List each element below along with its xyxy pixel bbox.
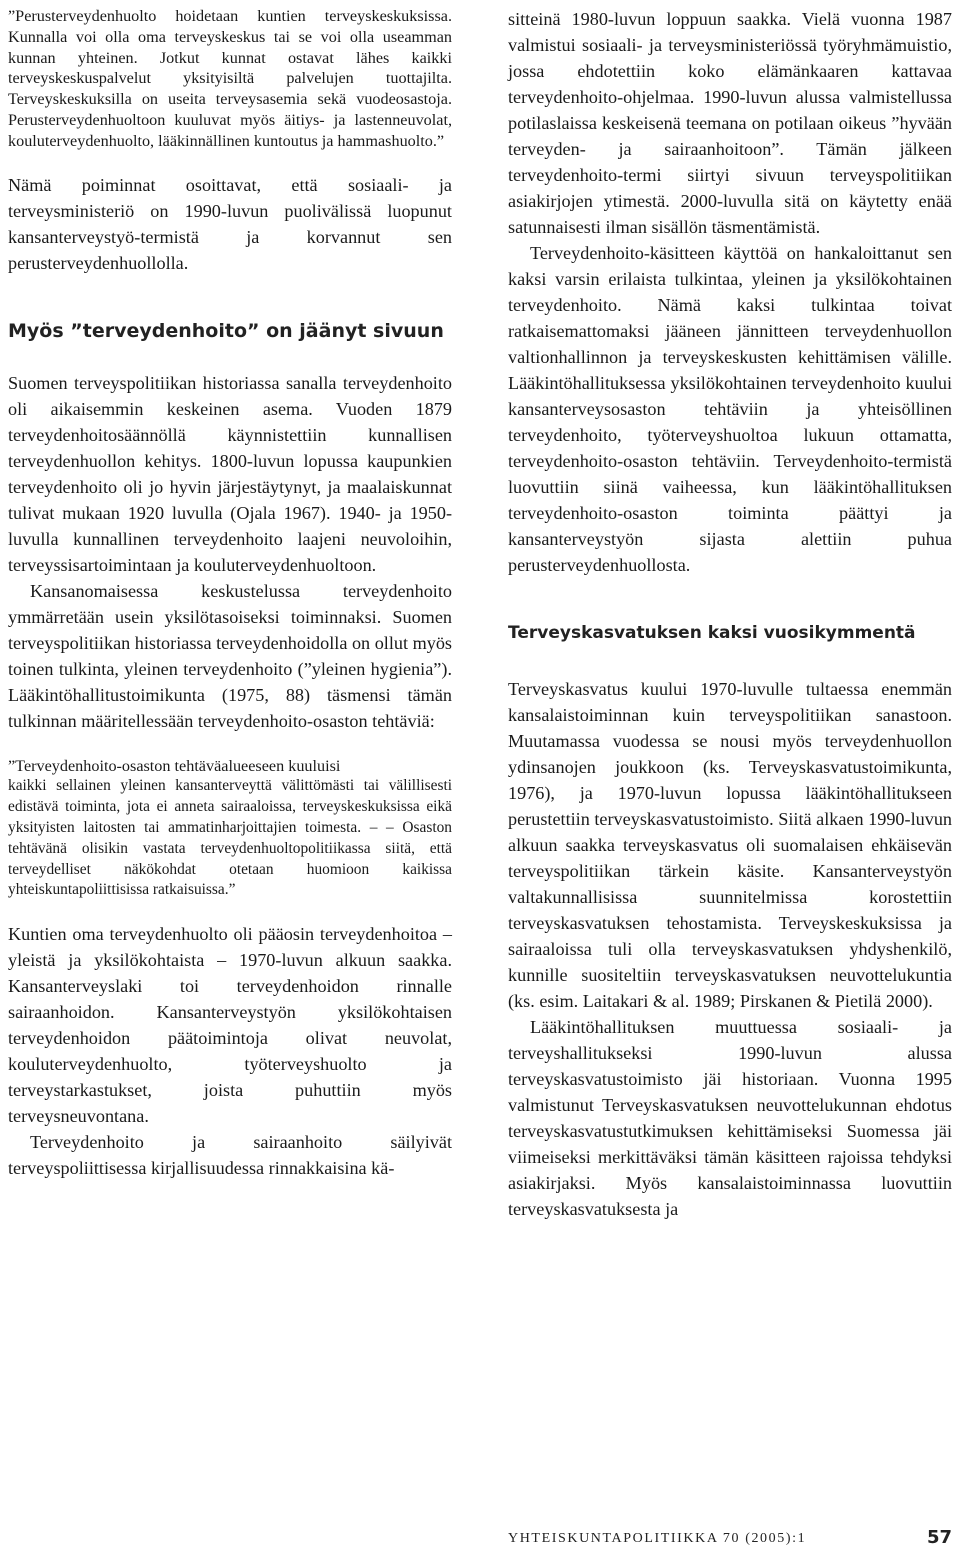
right-column — [508, 6, 952, 1222]
paragraph-two-interpretations: Terveydenhoito-käsitteen käyttöä on hankaloittanut sen kaksi varsin erilaista tulkintaa, yleinen ja yksilökohtainen terveydenhoito. Nämä kaksi tulkintaa toivat ratkaisemattomaksi jääneen jännitteen terveydenhuollon valtionhallinnon ja terveyskeskusten kehittämisen välille. Lääkintöhallituksessa yksilökohtainen terveydenhoito kuului kansanterveysosaston tehtäviin ja yhteisöllinen terveydenhoito, työterveyshuoltoa lukuun ottamatta, terveydenhoito-osaston tehtäviin. Terveydenhoito-termistä luovuttiin siinä vaiheessa, kun lääkintöhallituksen terveydenhoito-osaston toiminta päättyi ja kansanterveystyön sijasta alettiin puhua perusterveydenhuollosta. — [508, 243, 952, 575]
journal-citation: YHTEISKUNTAPOLITIIKKA 70 (2005):1 — [508, 1531, 807, 1546]
paragraph-interpretation: Kansanomaisessa keskustelussa terveydenhoito ymmärretään usein yksilötasoiseksi toiminnaksi. Suomen terveyspolitiikan historiassa terveydenhoidolla on ollut myös toinen tulkinta, yleinen terveydenhoito (”yleinen hygienia”). Lääkintöhallitustoimikunta (1975, 88) täsmensi tämän tulkinnan määritellessään terveydenhoito-osaston tehtäviä: — [8, 580, 453, 731]
block-quote-committee-first-line: ”Terveydenhoito-osaston tehtäväalueeseen kuuluisi — [8, 756, 341, 775]
paragraph-history: Suomen terveyspolitiikan historiassa sanalla terveydenhoito oli aikaisemmin keskeinen asema. Vuoden 1879 terveydenhoitosäännöllä käynnistettiin kunnallisen terveydenhuollon kehitys. 1800-luvun lopussa kaupunkien terveydenhoito oli jo hyvin järjestäytynyt, ja maalaiskunnat tulivat mukaan 1920 luvulla (Ojala 1967). 1940- ja 1950-luvulla kunnallinen terveydenhoito laajeni neuvoloihin, terveyssisartoimintaan ja kouluterveydenhuoltoon. — [8, 372, 452, 575]
paragraph-health-education: Terveyskasvatus kuului 1970-luvulle tultaessa enemmän kansalaistoiminnan kuin terveyspolitiikan sanastoon. Muutamassa vuodessa se nousi myös terveydenhuollon ydinsanojen joukkoon (ks. Terveyskasvatustoimikunta, 1976), ja 1970-luvun lopussa lääkintöhallitukseen perustettiin terveyskasvatustoimisto. Siitä alkaen 1990-luvun alkuun saakka terveyskasvatus oli suomalaisen ehkäisevän terveyspolitiikan tärkein käsite. Kansanterveystyön valtakunnallisissa suunnitelmissa korostettiin terveyskasvatuksen tehostamista. Terveyskeskuksissa ja sairaaloissa tuli olla terveyskasvatuksen yhdyshenkilö, kunnille suositeltiin terveyskasvatuksen neuvottelukuntia (ks. esim. Laitakari & al. 1989; Pirskanen & Pietilä 2000). — [508, 679, 953, 1011]
block-quote-committee-body: kaikki sellainen yleinen kansanterveyttä välittömästi tai välillisesti edistävä toiminta, jota ei anneta sairaaloissa, terveyskeskuksissa eikä yksityisten laitosten tai ammatinharjoittajien toimesta. – – Osaston tehtävänä olisikin vastata terveydenhuoltopolitiikassa siitä, että terveydelliset näkökohdat otetaan huomioon kaikissa yhteiskuntapoliittisissa ratkaisuissa.” — [8, 777, 452, 899]
page-footer — [0, 1527, 960, 1551]
block-quote-committee — [8, 756, 452, 902]
left-column — [8, 6, 452, 1181]
paragraph-after-quote: Nämä poiminnat osoittavat, että sosiaali- ja terveysministeriö on 1990-luvun puolivälissä luopunut kansanterveystyö-termistä ja korvannut sen perusterveydenhuollolla. — [8, 174, 452, 273]
section-heading-terveydenhoito: Myös ”terveydenhoito” on jäänyt sivuun — [8, 319, 444, 342]
page-number: 57 — [926, 1527, 952, 1548]
paragraph-parallel-concepts: Terveydenhoito ja sairaanhoito säilyivät terveyspoliittisessa kirjallisuudessa rinnakkaisina kä- — [8, 1132, 452, 1179]
block-quote-intro: ”Perusterveydenhuolto hoidetaan kuntien terveyskeskuksissa. Kunnalla voi olla oma terveyskeskus tai se voi olla useamman kunnan yhteinen. Jotkut kunnat ostavat lähes kaikki terveyskeskuspalvelut yksityisiltä palvelujen tuottajilta. Terveyskeskuksilla on useita terveysasemia sekä vuodeosastoja. Perusterveydenhuoltoon kuuluvat myös äitiys- ja lastenneuvolat, kouluterveydenhuolto, lääkinnällinen kuntoutus ja hammashuolto.” — [8, 7, 452, 150]
paragraph-municipal-care: Kuntien oma terveydenhuolto oli pääosin terveydenhoitoa – yleistä ja yksilökohtaista – 1970-luvun alkuun saakka. Kansanterveyslaki toi terveydenhoidon rinnalle sairaanhoidon. Kansanterveystyön yksilökohtaisen terveydenhoidon päätoimintoja olivat neuvolat, kouluterveydenhuolto, työterveyshuolto ja terveystarkastukset, joista puhuttiin myös terveysneuvontana. — [8, 924, 452, 1127]
paragraph-health-education-end: Lääkintöhallituksen muuttuessa sosiaali- ja terveyshallitukseksi 1990-luvun alussa terveyskasvatustoimisto jäi historiaan. Vuonna 1995 valmistunut Terveyskasvatuksen neuvottelukunnan ehdotus terveyskasvatustutkimuksen kehittämiseksi Suomessa jäi viimeiseksi merkittäväksi tämän käsitteen rajoissa tehdyksi asiakirjaksi. Myös kansalaistoiminnassa luovuttiin terveyskasvatuksesta ja — [508, 1017, 952, 1219]
paragraph-continuation: sitteinä 1980-luvun loppuun saakka. Vielä vuonna 1987 valmistui sosiaali- ja terveysministeriössä työryhmämuistio, jossa ehdotettiin koko elämänkaaren kattavaa terveydenhoito-ohjelmaa. 1990-luvun alussa valmistellussa potilaslaissa keskeisenä teemana on potilaan oikeus ”hyvään terveyden- ja sairaanhoitoon”. Tämän jälkeen terveydenhoito-termi siirtyi sivuun terveyspolitiikan asiakirjojen ytimestä. 2000-luvulla sitä on käytetty enää satunnaisesti ilman sisällön täsmentämistä. — [508, 9, 952, 237]
section-heading-terveyskasvatus: Terveyskasvatuksen kaksi vuosikymmentä — [508, 623, 916, 643]
